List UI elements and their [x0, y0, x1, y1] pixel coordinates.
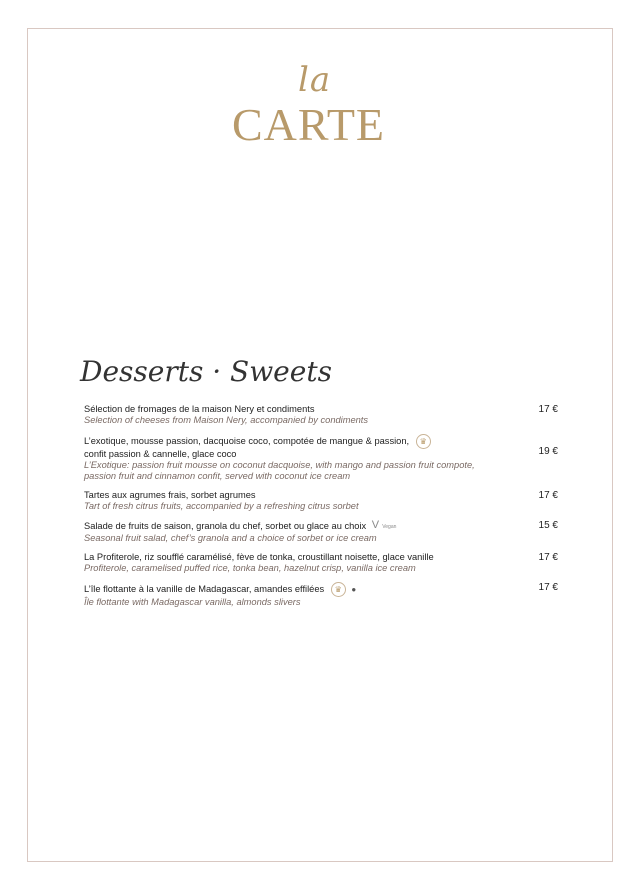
menu-item: [84, 434, 558, 482]
item-price: 17 €: [538, 552, 558, 563]
logo-script: la: [298, 60, 332, 100]
item-price: 19 €: [538, 446, 558, 457]
chef-hat-icon: ♛: [416, 434, 431, 449]
item-name-fr: Tartes aux agrumes frais, sorbet agrumes: [84, 490, 256, 500]
item-price: 17 €: [538, 490, 558, 501]
nut-icon: ●: [351, 585, 357, 594]
item-name-en: Profiterole, caramelised puffed rice, tonka bean, hazelnut crisp, vanilla ice cream: [84, 563, 416, 573]
vegan-icon: V Vegan: [371, 519, 397, 531]
menu-item: [84, 552, 558, 574]
chef-hat-icon: ♛: [331, 582, 346, 597]
item-name-en-line2: passion fruit and cinnamon confit, served with coconut ice cream: [84, 471, 351, 481]
menu-item: [84, 490, 558, 512]
item-name-fr-line2: confit passion & cannelle, glace coco: [84, 449, 237, 459]
item-name-fr-text: Salade de fruits de saison, granola du chef, sorbet ou glace au choix: [84, 520, 367, 531]
menu-item: [84, 520, 558, 544]
item-name-en: Seasonal fruit salad, chef’s granola and a choice of sorbet or ice cream: [84, 533, 377, 543]
dessert-list: [84, 404, 558, 616]
item-name-fr-line1: L’exotique, mousse passion, dacquoise coco, compotée de mangue & passion,: [84, 435, 410, 446]
item-name-en: Île flottante with Madagascar vanilla, almonds slivers: [84, 597, 301, 607]
item-price: 17 €: [538, 404, 558, 415]
item-name-fr-text: L’île flottante à la vanille de Madagascar, amandes effilées: [84, 583, 325, 594]
item-name-en: Selection of cheeses from Maison Nery, accompanied by condiments: [84, 415, 369, 425]
item-name-en: Tart of fresh citrus fruits, accompanied by a refreshing citrus sorbet: [84, 501, 359, 511]
item-name-fr: Sélection de fromages de la maison Nery et condiments: [84, 404, 315, 414]
vegan-label: Vegan: [382, 524, 397, 530]
item-name-fr: [84, 520, 558, 533]
menu-item: [84, 404, 558, 426]
item-price: 15 €: [538, 520, 558, 531]
menu-item: [84, 582, 558, 608]
item-name-fr: La Profiterole, riz soufflé caramélisé, fève de tonka, croustillant noisette, glace vanille: [84, 552, 434, 562]
item-name-fr: [84, 582, 558, 597]
item-name-en-line1: L’Exotique: passion fruit mousse on coconut dacquoise, with mango and passion fruit compote,: [84, 460, 475, 470]
item-name-fr: [84, 434, 558, 460]
menu-logo: [228, 60, 418, 150]
logo-word: CARTE: [232, 99, 386, 150]
item-price: 17 €: [538, 582, 558, 593]
item-name-en: [84, 460, 558, 482]
section-title: Desserts · Sweets: [80, 355, 332, 388]
